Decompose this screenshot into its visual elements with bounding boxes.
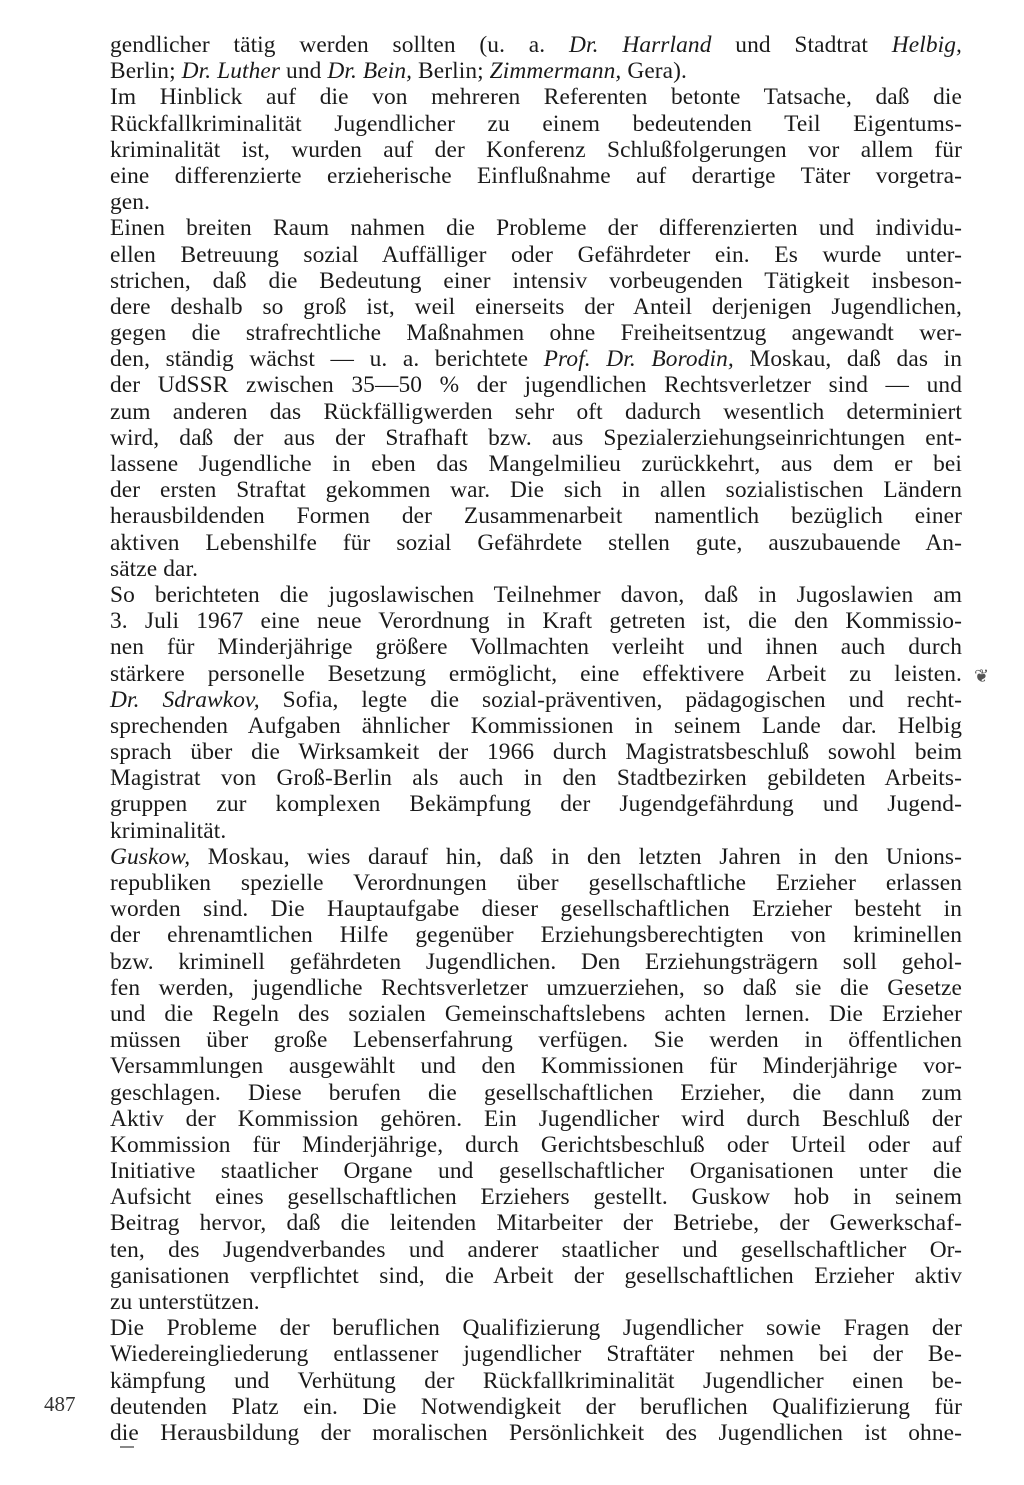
text-segment: Magistrat von Groß-Berlin als auch in den Stadtbezirken gebildeten Arbeits- xyxy=(110,765,962,792)
text-line xyxy=(110,1420,962,1446)
text-segment: kämpfung und Verhütung der Rückfallkriminalität Jugendlicher einen be- xyxy=(110,1367,962,1394)
text-line xyxy=(110,503,962,529)
text-segment: So berichteten die jugoslawischen Teilnehmer davon, daß in Jugoslawien am xyxy=(110,581,962,608)
text-segment: und Stadtrat xyxy=(711,32,892,58)
text-segment: Aufsicht eines gesellschaftlichen Erziehers gestellt. Guskow hob in seinem xyxy=(110,1184,962,1211)
text-line xyxy=(110,399,962,425)
text-line xyxy=(110,294,962,320)
text-segment: Einen breiten Raum nahmen die Probleme der differenzierten und individu- xyxy=(110,215,962,242)
text-segment: Versammlungen ausgewählt und den Kommissionen für Minderjährige vor- xyxy=(110,1053,962,1080)
text-segment: herausbildenden Formen der Zusammenarbeit namentlich bezüglich einer xyxy=(110,503,962,530)
text-segment: Berlin; xyxy=(110,58,182,85)
text-segment: ganisationen verpflichtet sind, die Arbeit der gesellschaftlichen Erzieher aktiv xyxy=(110,1262,962,1289)
text-line xyxy=(110,320,962,346)
text-line xyxy=(110,1315,962,1341)
text-line xyxy=(110,372,962,398)
italic-name: Dr. Bein, xyxy=(327,58,413,85)
text-segment: 3. Juli 1967 eine neue Verordnung in Kraft getreten ist, die den Kommissio- xyxy=(110,608,962,635)
text-line xyxy=(110,1053,962,1079)
text-segment: Sofia, legte die sozial-präventiven, pädagogischen und recht- xyxy=(259,686,962,713)
text-line xyxy=(110,58,962,84)
text-line xyxy=(110,137,962,163)
text-line xyxy=(110,661,962,687)
text-segment: Berlin; xyxy=(412,58,490,85)
italic-name: Guskow, xyxy=(110,843,191,870)
text-segment: und die Regeln des sozialen Gemeinschaftslebens achten lernen. Die Erzieher xyxy=(110,1000,962,1027)
text-line xyxy=(110,687,962,713)
text-segment: der UdSSR zwischen 35—50 % der jugendlichen Rechtsverletzer sind — und xyxy=(110,372,962,399)
text-segment: Moskau, daß das in xyxy=(733,346,962,373)
text-segment: Rückfallkriminalität Jugendlicher zu einem bedeutenden Teil Eigentums- xyxy=(110,110,962,137)
text-segment: strichen, daß die Bedeutung einer intensiv vorbeugenden Tätigkeit insbeson- xyxy=(110,267,962,294)
text-segment: gruppen zur komplexen Bekämpfung der Jugendgefährdung und Jugend- xyxy=(110,791,962,818)
text-segment: Initiative staatlicher Organe und gesellschaftlicher Organisationen unter die xyxy=(110,1158,962,1185)
text-line xyxy=(110,949,962,975)
text-segment: gen. xyxy=(110,189,151,216)
text-segment: bzw. kriminell gefährdeten Jugendlichen. Den Erziehungsträgern soll gehol- xyxy=(110,948,962,975)
text-line xyxy=(110,32,962,58)
text-segment: wird, daß der aus der Strafhaft bzw. aus Spezialerziehungseinrichtungen ent- xyxy=(110,424,962,451)
text-segment: gendlicher tätig werden sollten (u. a. xyxy=(110,32,569,58)
text-segment: aktiven Lebenshilfe für sozial Gefährdete stellen gute, auszubauende An- xyxy=(110,529,962,556)
italic-name: Prof. Dr. Borodin, xyxy=(543,346,734,373)
text-segment: Wiedereingliederung entlassener jugendlicher Straftäter nehmen bei der Be- xyxy=(110,1341,962,1368)
text-line xyxy=(110,608,962,634)
text-line xyxy=(110,1368,962,1394)
text-line xyxy=(110,1027,962,1053)
text-segment: dere deshalb so groß ist, weil einerseits der Anteil derjenigen Jugendlichen, xyxy=(110,293,962,320)
text-segment: stärkere personelle Besetzung ermöglicht, eine effektivere Arbeit zu leisten. xyxy=(110,660,962,687)
text-segment: Im Hinblick auf die von mehreren Referenten betonte Tatsache, daß die xyxy=(110,84,962,111)
text-segment: sprechenden Aufgaben ähnlicher Kommissionen in seinem Lande dar. Helbig xyxy=(110,712,962,739)
text-line xyxy=(110,922,962,948)
text-segment: eine differenzierte erzieherische Einflußnahme auf derartige Täter vorgetra- xyxy=(110,162,962,189)
text-segment: Beitrag hervor, daß die leitenden Mitarbeiter der Betriebe, der Gewerkschaf- xyxy=(110,1210,962,1237)
text-segment: Gera). xyxy=(621,58,688,85)
text-line xyxy=(110,634,962,660)
text-segment: geschlagen. Diese berufen die gesellschaftlichen Erzieher, die dann zum xyxy=(110,1079,962,1106)
text-segment: fen werden, jugendliche Rechtsverletzer umzuerziehen, so daß sie die Gesetze xyxy=(110,974,962,1001)
text-segment: sprach über die Wirksamkeit der 1966 durch Magistratsbeschluß sowohl beim xyxy=(110,739,962,766)
text-segment: Aktiv der Kommission gehören. Ein Jugendlicher wird durch Beschluß der xyxy=(110,1105,962,1132)
text-line xyxy=(110,425,962,451)
text-line xyxy=(110,818,962,844)
text-segment: den, ständig wächst — u. a. berichtete xyxy=(110,346,544,373)
text-line xyxy=(110,556,962,582)
text-segment: ten, des Jugendverbandes und anderer staatlicher und gesellschaftlicher Or- xyxy=(110,1236,962,1263)
page-number: 487 xyxy=(44,1392,76,1416)
text-line xyxy=(110,844,962,870)
text-line xyxy=(110,1237,962,1263)
text-line xyxy=(110,870,962,896)
text-segment: gegen die strafrechtliche Maßnahmen ohne Freiheitsentzug angewandt wer- xyxy=(110,320,962,347)
text-segment: sätze dar. xyxy=(110,555,199,582)
text-segment: der ersten Straftat gekommen war. Die sich in allen sozialistischen Ländern xyxy=(110,477,962,504)
text-line xyxy=(110,215,962,241)
text-segment: Die Probleme der beruflichen Qualifizierung Jugendlicher sowie Fragen der xyxy=(110,1315,962,1342)
text-segment: und xyxy=(280,58,328,85)
text-segment: Moskau, wies darauf hin, daß in den letzten Jahren in den Unions- xyxy=(190,843,962,870)
text-segment: müssen über große Lebenserfahrung verfügen. Sie werden in öffentlichen xyxy=(110,1027,962,1054)
text-line xyxy=(110,1263,962,1289)
text-line xyxy=(110,268,962,294)
body-text xyxy=(110,32,962,1446)
italic-name: Zimmermann, xyxy=(489,58,622,85)
text-segment: zum anderen das Rückfälligwerden sehr oft dadurch wesentlich determiniert xyxy=(110,398,962,425)
text-line xyxy=(110,1158,962,1184)
text-line xyxy=(110,477,962,503)
text-line xyxy=(110,1184,962,1210)
text-line xyxy=(110,713,962,739)
italic-name: Helbig, xyxy=(891,32,962,58)
text-line xyxy=(110,1341,962,1367)
italic-name: Dr. Sdrawkov, xyxy=(110,686,260,713)
text-segment: kriminalität ist, wurden auf der Konferenz Schlußfolgerungen vor allem für xyxy=(110,136,962,163)
text-segment: worden sind. Die Hauptaufgabe dieser gesellschaftlichen Erzieher besteht in xyxy=(110,896,962,923)
text-line xyxy=(110,1001,962,1027)
text-line xyxy=(110,582,962,608)
text-segment: deutenden Platz ein. Die Notwendigkeit der beruflichen Qualifizierung für xyxy=(110,1393,962,1420)
text-line xyxy=(110,1132,962,1158)
text-line xyxy=(110,346,962,372)
text-segment: republiken spezielle Verordnungen über gesellschaftliche Erzieher erlassen xyxy=(110,870,962,896)
text-line xyxy=(110,1210,962,1236)
italic-name: Dr. Luther xyxy=(181,58,281,85)
text-segment: nen für Minderjährige größere Vollmachten verleiht und ihnen auch durch xyxy=(110,634,962,661)
text-line xyxy=(110,163,962,189)
text-segment: kriminalität. xyxy=(110,817,227,844)
text-line xyxy=(110,791,962,817)
text-line xyxy=(110,242,962,268)
text-line xyxy=(110,451,962,477)
text-line xyxy=(110,896,962,922)
text-line xyxy=(110,975,962,1001)
margin-ink-mark: ❦ xyxy=(974,666,990,686)
text-line xyxy=(110,1394,962,1420)
text-segment: ellen Betreuung sozial Auffälliger oder Gefährdeter ein. Es wurde unter- xyxy=(110,241,962,268)
text-line xyxy=(110,739,962,765)
text-line xyxy=(110,189,962,215)
text-line xyxy=(110,1106,962,1132)
text-line xyxy=(110,765,962,791)
text-line xyxy=(110,84,962,110)
text-line xyxy=(110,1289,962,1315)
text-segment: lassene Jugendliche in eben das Mangelmilieu zurückkehrt, aus dem er bei xyxy=(110,451,962,477)
text-line xyxy=(110,1080,962,1106)
text-segment: der ehrenamtlichen Hilfe gegenüber Erziehungsberechtigten von kriminellen xyxy=(110,922,962,949)
text-line xyxy=(110,111,962,137)
italic-name: Dr. Harrland xyxy=(569,32,712,58)
text-line xyxy=(110,530,962,556)
text-segment: die Herausbildung der moralischen Persönlichkeit des Jugendlichen ist ohne- xyxy=(110,1419,962,1446)
text-segment: zu unterstützen. xyxy=(110,1289,260,1315)
text-segment: Kommission für Minderjährige, durch Gerichtsbeschluß oder Urteil oder auf xyxy=(110,1131,962,1158)
margin-dash-mark xyxy=(120,1446,134,1448)
